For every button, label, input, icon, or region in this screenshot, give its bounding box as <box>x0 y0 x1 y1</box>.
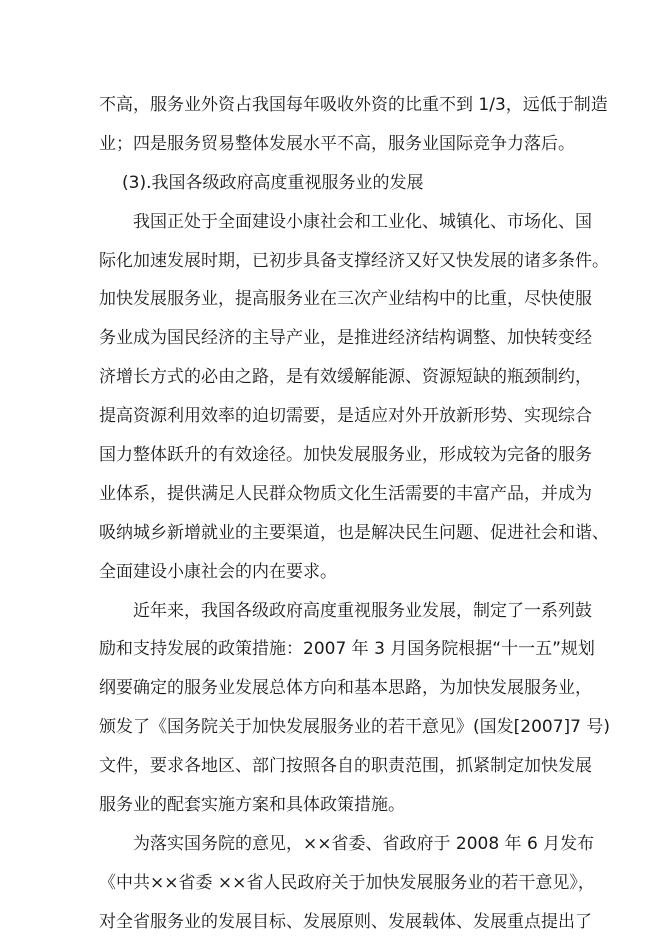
text-line: 全面建设小康社会的内在要求。 <box>99 561 337 582</box>
text-line: 对全省服务业的发展目标、发展原则、发展载体、发展重点提出了 <box>99 911 592 932</box>
text-line: 不高，服务业外资占我国每年吸收外资的比重不到 1/3，远低于制造 <box>99 95 608 115</box>
text-line: 提高资源利用效率的迫切需要，是适应对外开放新形势、实现综合 <box>99 406 592 427</box>
text-line: 《中共××省委 ××省人民政府关于加快发展服务业的若干意见》， <box>99 872 595 893</box>
text-line: 我国正处于全面建设小康社会和工业化、城镇化、市场化、国 <box>133 211 592 232</box>
text-line: 济增长方式的必由之路，是有效缓解能源、资源短缺的瓶颈制约， <box>99 367 592 388</box>
text-line: 吸纳城乡新增就业的主要渠道，也是解决民生问题、促进社会和谐、 <box>99 522 609 543</box>
text-line: 颁发了《国务院关于加快发展服务业的若干意见》(国发[2007]7 号) <box>99 717 611 738</box>
text-line: 业；四是服务贸易整体发展水平不高，服务业国际竞争力落后。 <box>99 133 575 154</box>
text-line: 业体系，提供满足人民群众物质文化生活需要的丰富产品，并成为 <box>99 483 592 504</box>
text-line: 服务业的配套实施方案和具体政策措施。 <box>99 795 405 816</box>
text-line: 国力整体跃升的有效途径。加快发展服务业，形成较为完备的服务 <box>99 445 592 466</box>
text-line: 近年来，我国各级政府高度重视服务业发展，制定了一系列鼓 <box>133 600 592 621</box>
text-line: 为落实国务院的意见，××省委、省政府于 2008 年 6 月发布 <box>133 833 595 854</box>
text-line: 加快发展服务业，提高服务业在三次产业结构中的比重，尽快使服 <box>99 289 592 310</box>
document-body <box>99 86 611 942</box>
section-heading: (3).我国各级政府高度重视服务业的发展 <box>122 172 424 193</box>
text-line: 励和支持发展的政策措施：2007 年 3 月国务院根据“十一五”规划 <box>99 639 595 660</box>
text-line: 文件，要求各地区、部门按照各自的职责范围，抓紧制定加快发展 <box>99 756 592 777</box>
text-line: 际化加速发展时期，已初步具备支撑经济又好又快发展的诸多条件。 <box>99 250 609 271</box>
text-line: 务业成为国民经济的主导产业，是推进经济结构调整、加快转变经 <box>99 328 592 349</box>
text-line: 纲要确定的服务业发展总体方向和基本思路，为加快发展服务业， <box>99 678 592 699</box>
